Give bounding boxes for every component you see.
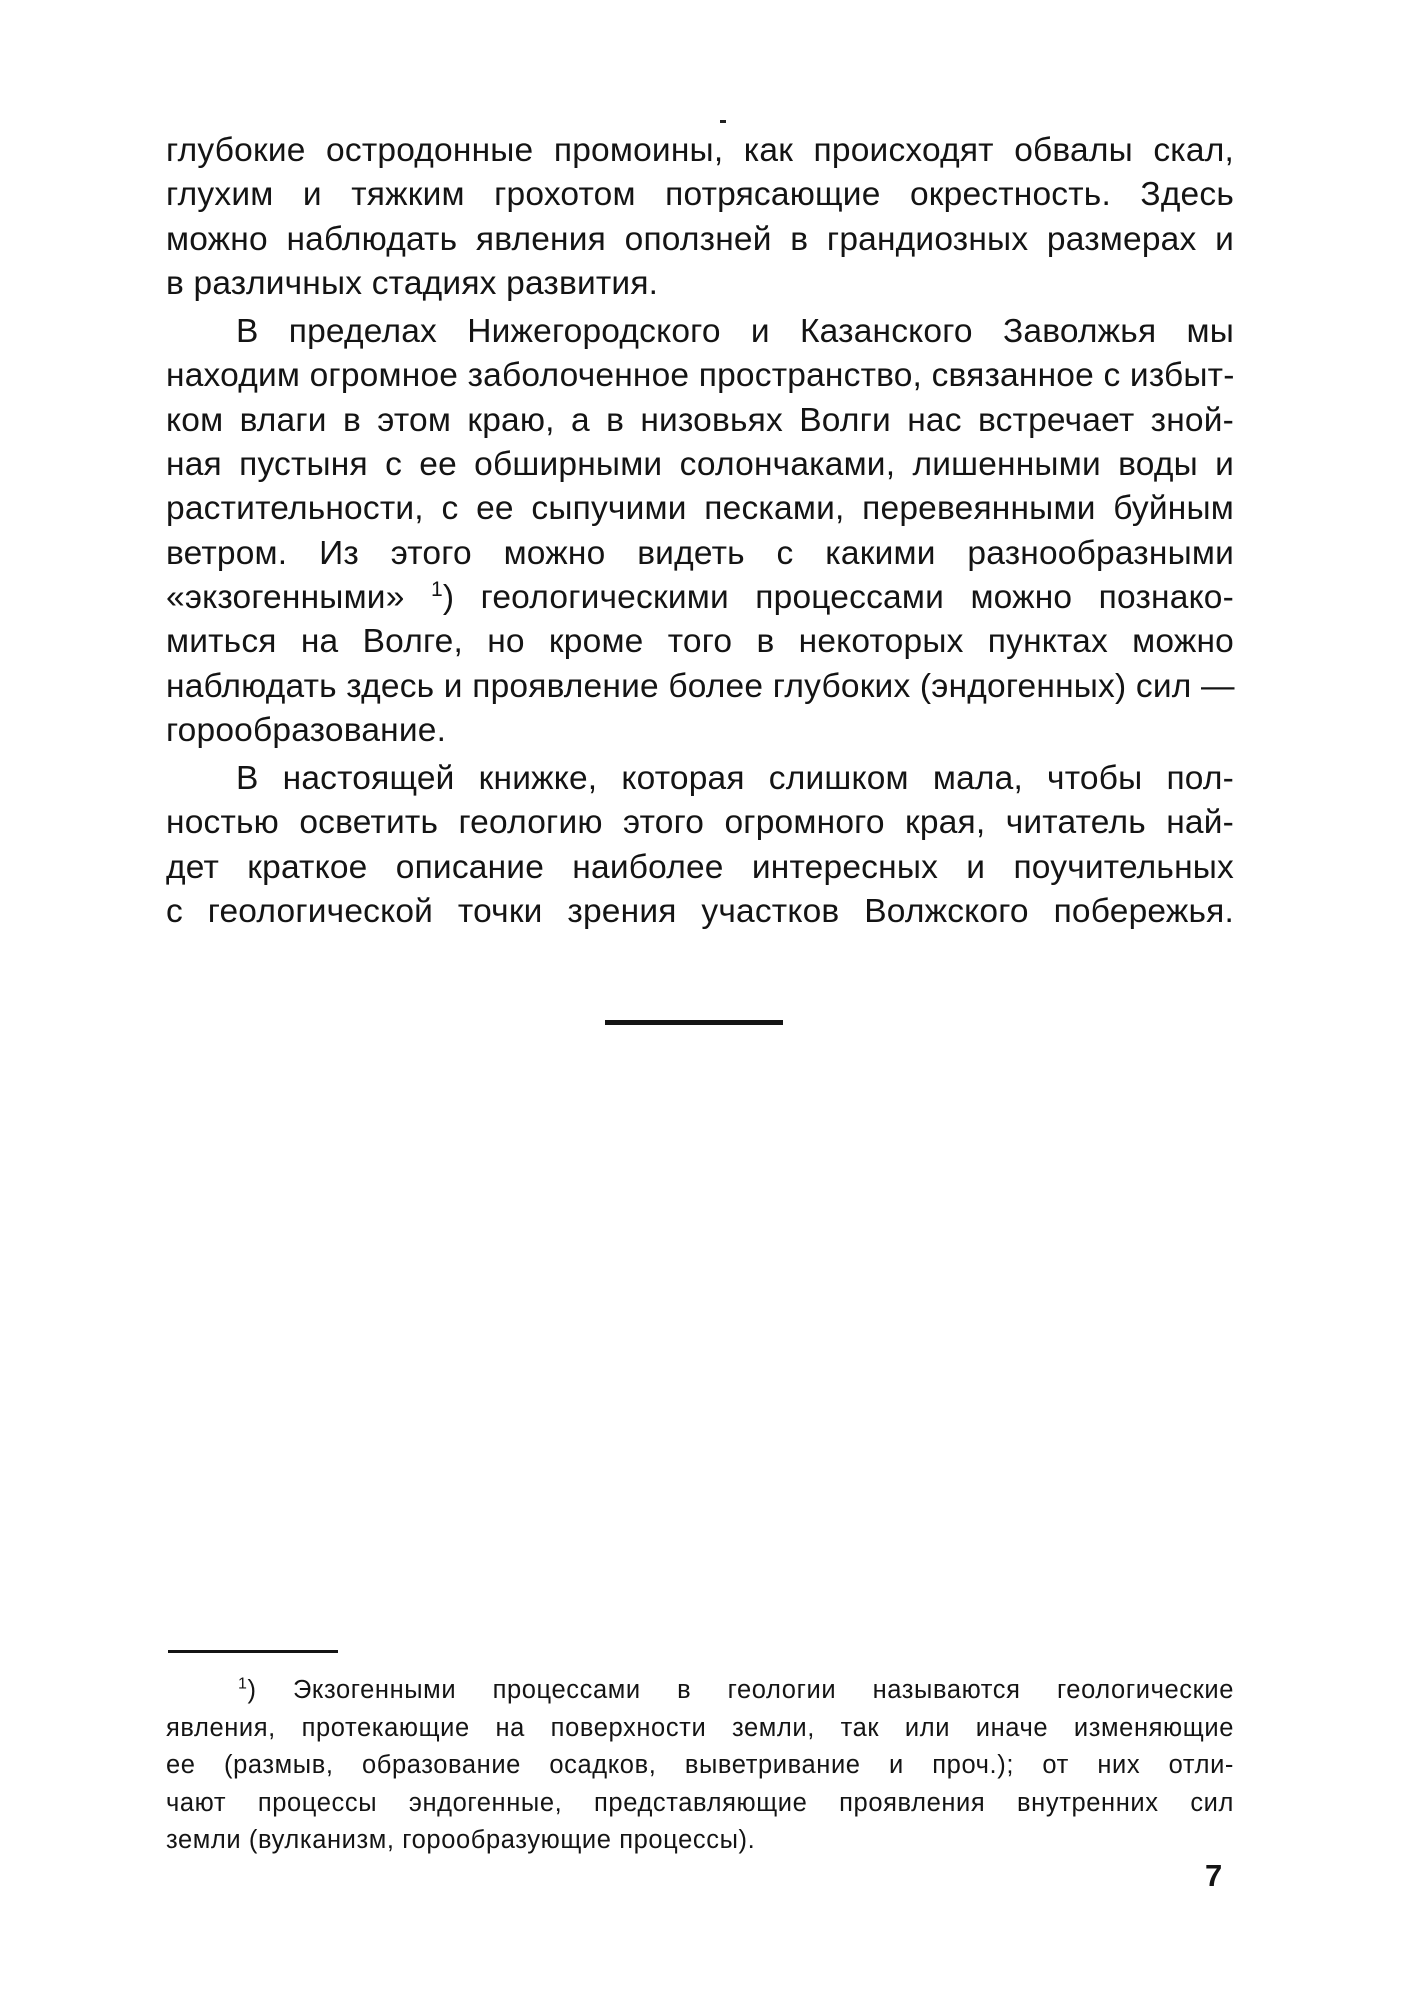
print-speck (720, 120, 726, 123)
text-line: дет краткое описание наиболее интересных и поучительных (166, 848, 1234, 886)
footnote-reference: 1 (430, 577, 443, 601)
paragraph-1 (166, 129, 1234, 306)
text-line: ная пустыня с ее обширными солончаками, лишенными воды и (166, 446, 1234, 484)
section-divider (605, 1020, 783, 1025)
footnote-divider (168, 1650, 338, 1653)
footnote-line: чают процессы эндогенные, представляющие проявления внутренних сил (166, 1788, 1234, 1817)
footnote-mark: 1 (238, 1675, 248, 1693)
paragraph-2 (166, 310, 1234, 753)
text-line: в различных стадиях развития. (166, 264, 659, 302)
text-fragment: ) геологическими процессами можно познако- (442, 578, 1234, 616)
text-line: ком влаги в этом краю, а в низовьях Волги нас встречает зной- (166, 401, 1234, 439)
text-line: находим огромное заболоченное пространство, связанное с избыт- (166, 357, 1235, 395)
text-line: с геологической точки зрения участков Волжского побережья. (166, 893, 1234, 931)
text-line: В пределах Нижегородского и Казанского Заволжья мы (236, 313, 1234, 351)
footnote-line: земли (вулканизм, горообразующие процессы). (166, 1826, 756, 1854)
footnote-line: явления, протекающие на поверхности земли, так или иначе изменяющие (166, 1713, 1234, 1742)
text-line: можно наблюдать явления оползней в грандиозных размерах и (166, 220, 1234, 258)
paragraph-3 (166, 757, 1234, 934)
text-line-with-footnote-ref (166, 576, 1234, 620)
text-line: глухим и тяжким грохотом потрясающие окрестность. Здесь (166, 176, 1234, 214)
main-text (166, 129, 1234, 938)
text-fragment: ) Экзогенными процессами в геологии называются геологические (247, 1676, 1234, 1704)
text-line: В настоящей книжке, которая слишком мала, чтобы пол- (236, 760, 1234, 798)
footnote (166, 1672, 1234, 1860)
text-line: горообразование. (166, 711, 447, 749)
page-number: 7 (1205, 1858, 1223, 1893)
text-line: наблюдать здесь и проявление более глубоких (эндогенных) сил — (166, 667, 1235, 705)
text-line: глубокие остродонные промоины, как происходят обвалы скал, (166, 132, 1234, 169)
text-line: растительности, с ее сыпучими песками, перевеянными буйным (166, 490, 1234, 528)
footnote-line: ее (размыв, образование осадков, выветривание и проч.); от них отли- (166, 1751, 1234, 1779)
text-fragment: «экзогенными» (166, 578, 405, 616)
text-line: ностью осветить геологию этого огромного края, читатель най- (166, 804, 1234, 842)
footnote-line (166, 1672, 1234, 1710)
text-line: миться на Волге, но кроме того в некоторых пунктах можно (166, 623, 1234, 661)
text-line: ветром. Из этого можно видеть с какими разнообразными (166, 534, 1234, 572)
